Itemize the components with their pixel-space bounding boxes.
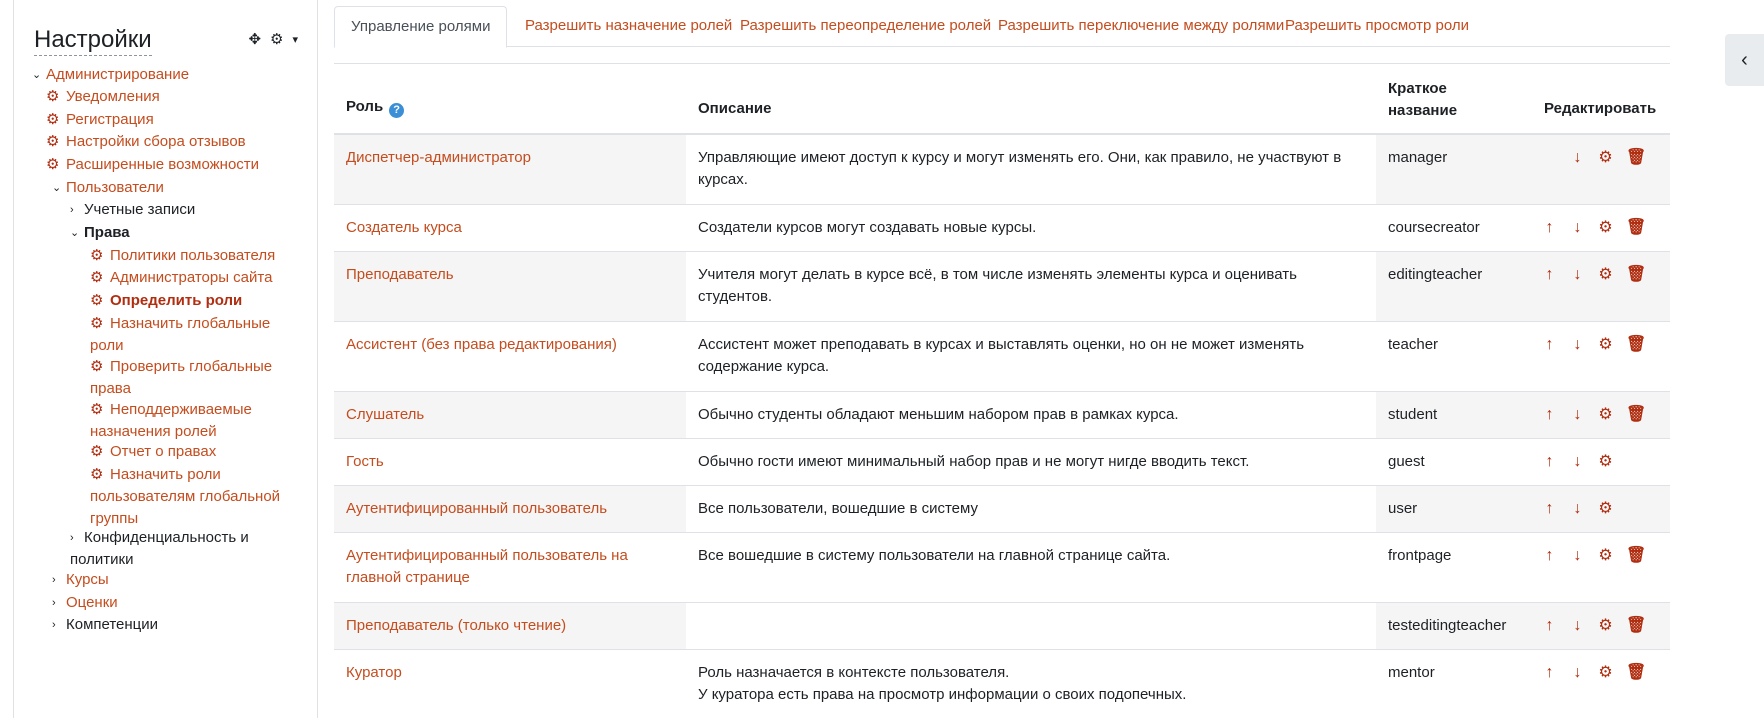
arrow-up-icon[interactable]: ↑ <box>1545 664 1554 681</box>
table-header <box>334 64 1670 135</box>
arrow-down-icon[interactable]: ↓ <box>1573 617 1582 634</box>
tree-link[interactable]: Определить роли <box>110 292 243 309</box>
shortname-cell: manager <box>1376 135 1530 204</box>
arrow-up-icon[interactable]: ↑ <box>1545 336 1554 353</box>
gear-icon[interactable]: ⚙ <box>1598 336 1613 353</box>
role-cell <box>334 439 686 485</box>
roles-table <box>334 63 1670 703</box>
arrow-up-icon[interactable]: ↑ <box>1545 219 1554 236</box>
table-row <box>334 135 1670 205</box>
trash-icon[interactable]: 🗑 <box>1626 406 1647 423</box>
arrow-up-icon[interactable]: ↑ <box>1545 406 1554 423</box>
description-cell: Учителя могут делать в курсе всё, в том числе изменять элементы курса и оценивать студентов. <box>698 266 1297 305</box>
role-cell <box>334 486 686 532</box>
gear-icon[interactable]: ⚙ <box>1598 266 1613 283</box>
tree-item-advanced[interactable] <box>46 154 259 176</box>
chevron-right-icon: › <box>70 204 74 216</box>
chevron-right-icon: › <box>52 619 56 631</box>
gear-icon[interactable]: ⚙ <box>1598 617 1613 634</box>
arrow-up-icon[interactable]: ↑ <box>1545 500 1554 517</box>
header-role: Роль ? <box>346 98 404 118</box>
tree-link[interactable]: Оценки <box>66 594 118 611</box>
arrow-up-icon[interactable]: ↑ <box>1545 617 1554 634</box>
tree-link[interactable]: Назначить роли пользователям глобальной группы <box>90 466 281 527</box>
chevron-down-icon[interactable]: ▾ <box>292 33 298 46</box>
shortname-cell: frontpage <box>1388 547 1452 564</box>
table-row <box>334 533 1670 603</box>
tree-item-courses[interactable] <box>52 569 109 591</box>
table-row <box>334 486 1670 533</box>
gear-icon[interactable]: ⚙ <box>1598 149 1613 166</box>
trash-icon[interactable]: 🗑 <box>1626 336 1647 353</box>
tree-link[interactable]: Политики пользователя <box>110 247 276 264</box>
gear-icon: ⚙ <box>90 269 104 286</box>
arrow-down-icon[interactable]: ↓ <box>1573 453 1582 470</box>
gear-icon[interactable]: ⚙ <box>1598 406 1613 423</box>
tree-item-cohort-roles[interactable] <box>90 464 290 530</box>
tree-item-notifications[interactable] <box>46 86 160 108</box>
settings-block-header <box>34 26 304 60</box>
actions-cell <box>1530 252 1670 321</box>
gear-icon[interactable]: ⚙ <box>1598 219 1613 236</box>
tree-link[interactable]: Регистрация <box>66 111 154 128</box>
chevron-down-icon: ⌄ <box>70 227 80 239</box>
role-cell <box>334 322 686 391</box>
tab-allow-assign[interactable]: Разрешить назначение ролей <box>525 17 733 34</box>
tree-item-perm-report[interactable] <box>90 441 216 463</box>
trash-icon[interactable]: 🗑 <box>1626 219 1647 236</box>
tab-allow-override[interactable]: Разрешить переопределение ролей <box>740 17 992 34</box>
tree-label[interactable]: Конфиденциальность и политики <box>70 529 249 568</box>
role-cell <box>334 205 686 251</box>
chevron-right-icon: › <box>52 574 56 586</box>
chevron-left-icon: ‹ <box>1741 49 1748 71</box>
arrow-down-icon[interactable]: ↓ <box>1573 336 1582 353</box>
tree-item-feedback[interactable] <box>46 131 246 153</box>
role-link[interactable]: Преподаватель <box>346 266 454 283</box>
tree-link[interactable]: Отчет о правах <box>110 443 217 460</box>
tree-item-privacy[interactable] <box>70 527 270 571</box>
drawer-toggle[interactable] <box>1725 34 1764 86</box>
chevron-down-icon: ⌄ <box>52 182 62 194</box>
trash-icon[interactable]: 🗑 <box>1626 547 1647 564</box>
tree-link[interactable]: Пользователи <box>66 179 164 196</box>
gear-icon: ⚙ <box>90 358 104 375</box>
table-row <box>334 392 1670 439</box>
gear-icon[interactable]: ⚙ <box>270 31 284 48</box>
shortname-cell: coursecreator <box>1388 219 1480 236</box>
description-cell: Обычно студенты обладают меньшим набором прав в рамках курса. <box>698 406 1179 423</box>
gear-icon: ⚙ <box>90 443 104 460</box>
description-cell: Ассистент может преподавать в курсах и выставлять оценки, но он не может изменять содержание курса. <box>698 336 1305 375</box>
header-shortname: Краткое название <box>1388 80 1458 119</box>
shortname-cell: testeditingteacher <box>1376 603 1530 649</box>
chevron-down-icon: ⌄ <box>32 69 42 81</box>
tree-label[interactable]: Компетенции <box>66 616 159 633</box>
header-edit: Редактировать <box>1544 100 1657 117</box>
tree-link[interactable]: Назначить глобальные роли <box>90 315 271 354</box>
header-description: Описание <box>698 100 772 117</box>
role-link[interactable]: Слушатель <box>346 406 425 423</box>
arrow-down-icon[interactable]: ↓ <box>1573 500 1582 517</box>
gear-icon: ⚙ <box>90 292 104 309</box>
actions-cell <box>1530 486 1670 532</box>
shortname-cell: editingteacher <box>1376 252 1530 321</box>
description-cell <box>686 650 1376 718</box>
chevron-right-icon: › <box>52 597 56 609</box>
tree-item-administration[interactable] <box>32 64 189 86</box>
role-link[interactable]: Аутентифицированный пользователь на главной странице <box>346 547 628 586</box>
description-cell <box>686 603 1376 649</box>
arrow-up-icon[interactable]: ↑ <box>1545 453 1554 470</box>
tree-item-define-roles[interactable] <box>90 290 242 312</box>
arrow-up-icon[interactable]: ↑ <box>1545 547 1554 564</box>
move-icon[interactable]: ✥ <box>248 31 262 48</box>
tree-link[interactable]: Администрирование <box>46 66 190 83</box>
shortname-cell: user <box>1376 486 1530 532</box>
actions-cell <box>1530 650 1670 718</box>
role-cell <box>334 392 686 438</box>
actions-cell <box>1530 392 1670 438</box>
arrow-down-icon[interactable]: ↓ <box>1573 406 1582 423</box>
role-link[interactable]: Гость <box>346 453 384 470</box>
gear-icon: ⚙ <box>90 247 104 264</box>
description-cell: Все пользователи, вошедшие в систему <box>698 500 978 517</box>
actions-cell <box>1530 135 1670 204</box>
trash-icon[interactable]: 🗑 <box>1626 266 1647 283</box>
shortname-cell: teacher <box>1388 336 1439 353</box>
actions-cell <box>1530 603 1670 649</box>
table-row <box>334 322 1670 392</box>
table-row <box>334 439 1670 486</box>
role-link[interactable]: Создатель курса <box>346 219 462 236</box>
role-cell <box>334 533 686 602</box>
tree-item-check-global[interactable] <box>90 356 290 400</box>
gear-icon: ⚙ <box>90 466 104 483</box>
description-cell: Управляющие имеют доступ к курсу и могут изменять его. Они, как правило, не участвуют в курсах. <box>698 149 1342 188</box>
role-cell <box>334 135 686 204</box>
tree-label[interactable]: Учетные записи <box>84 201 196 218</box>
tree-item-grades[interactable] <box>52 592 118 614</box>
table-row <box>334 603 1670 650</box>
role-link[interactable]: Куратор <box>346 664 402 681</box>
role-link[interactable]: Преподаватель (только чтение) <box>346 617 567 634</box>
shortname-cell: mentor <box>1388 664 1435 681</box>
description-cell: Создатели курсов могут создавать новые курсы. <box>698 219 1037 236</box>
gear-icon: ⚙ <box>46 88 60 105</box>
block-controls <box>248 30 298 48</box>
tree-link[interactable]: Уведомления <box>66 88 160 105</box>
tree-item-permissions[interactable] <box>70 222 130 244</box>
gear-icon[interactable]: ⚙ <box>1598 453 1613 470</box>
arrow-down-icon[interactable]: ↓ <box>1573 266 1582 283</box>
actions-cell <box>1530 439 1670 485</box>
tree-item-unsupported[interactable] <box>90 399 290 443</box>
gear-icon: ⚙ <box>90 401 104 418</box>
tree-item-users[interactable] <box>52 177 164 199</box>
actions-cell <box>1530 205 1670 251</box>
actions-cell <box>1530 322 1670 391</box>
tree-label[interactable]: Права <box>84 224 130 241</box>
arrow-down-icon[interactable]: ↓ <box>1573 547 1582 564</box>
trash-icon[interactable]: 🗑 <box>1626 149 1647 166</box>
gear-icon[interactable]: ⚙ <box>1598 500 1613 517</box>
table-row <box>334 252 1670 322</box>
tree-link[interactable]: Курсы <box>66 571 109 588</box>
role-cell <box>334 252 686 321</box>
tree-link[interactable]: Расширенные возможности <box>66 156 260 173</box>
gear-icon: ⚙ <box>46 156 60 173</box>
gear-icon: ⚙ <box>90 315 104 332</box>
table-row <box>334 205 1670 252</box>
tree-item-competencies[interactable] <box>52 614 158 636</box>
role-link[interactable]: Ассистент (без права редактирования) <box>346 336 617 353</box>
trash-icon[interactable]: 🗑 <box>1626 664 1647 681</box>
settings-block <box>13 0 318 718</box>
tab-allow-switch[interactable]: Разрешить переключение между ролями <box>998 17 1285 34</box>
tree-item-user-policies[interactable] <box>90 245 275 267</box>
gear-icon[interactable]: ⚙ <box>1598 664 1613 681</box>
arrow-up-icon[interactable]: ↑ <box>1545 266 1554 283</box>
help-icon[interactable]: ? <box>389 103 404 118</box>
tree-link[interactable]: Настройки сбора отзывов <box>66 133 246 150</box>
tree-item-accounts[interactable] <box>70 199 195 221</box>
actions-cell <box>1530 533 1670 602</box>
chevron-right-icon: › <box>70 532 74 544</box>
shortname-cell: student <box>1376 392 1530 438</box>
role-link[interactable]: Диспетчер-администратор <box>346 149 531 166</box>
tree-link[interactable]: Проверить глобальные права <box>90 358 273 397</box>
trash-icon[interactable]: 🗑 <box>1626 617 1647 634</box>
gear-icon[interactable]: ⚙ <box>1598 547 1613 564</box>
settings-block-title[interactable]: Настройки <box>34 26 152 56</box>
role-cell <box>334 603 686 649</box>
role-cell <box>334 650 686 718</box>
tab-allow-view[interactable]: Разрешить просмотр роли <box>1285 17 1470 34</box>
role-link[interactable]: Аутентифицированный пользователь <box>346 500 608 517</box>
tab-manage-roles[interactable]: Управление ролями <box>334 6 507 48</box>
gear-icon: ⚙ <box>46 111 60 128</box>
tree-item-registration[interactable] <box>46 109 154 131</box>
arrow-down-icon[interactable]: ↓ <box>1573 219 1582 236</box>
description-line: У куратора есть права на просмотр информации о своих подопечных. <box>698 686 1187 703</box>
tree-link[interactable]: Администраторы сайта <box>110 269 273 286</box>
gear-icon: ⚙ <box>46 133 60 150</box>
arrow-down-icon[interactable]: ↓ <box>1573 664 1582 681</box>
description-cell: Все вошедшие в систему пользователи на главной странице сайта. <box>698 547 1171 564</box>
role-tabs <box>334 6 1670 47</box>
shortname-cell: guest <box>1388 453 1425 470</box>
table-row <box>334 650 1670 718</box>
description-line: Роль назначается в контексте пользователя. <box>698 664 1010 681</box>
tree-item-site-admins[interactable] <box>90 267 272 289</box>
arrow-down-icon[interactable]: ↓ <box>1573 149 1582 166</box>
tree-item-assign-global[interactable] <box>90 313 290 357</box>
description-cell: Обычно гости имеют минимальный набор прав и не могут нигде вводить текст. <box>698 453 1250 470</box>
tree-link[interactable]: Неподдерживаемые назначения ролей <box>90 401 252 440</box>
